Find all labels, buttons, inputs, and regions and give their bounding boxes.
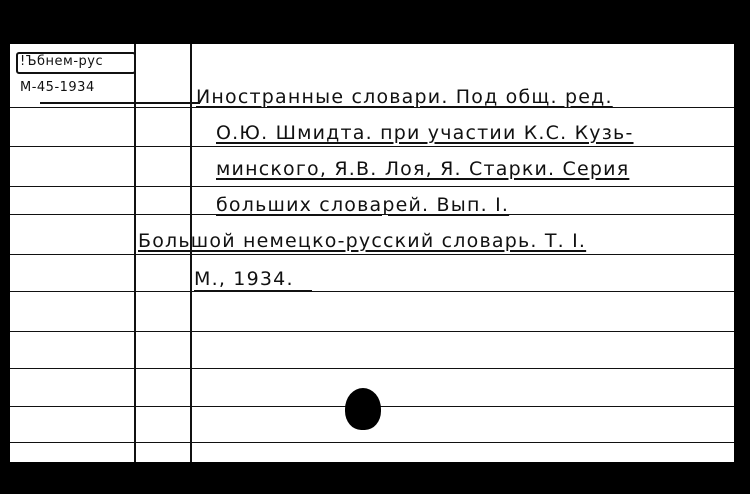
margin-line-left	[134, 44, 136, 462]
ruled-line	[10, 186, 734, 187]
ruled-line	[10, 146, 734, 147]
call-number-line1: !Ъбнем-рус	[20, 54, 104, 69]
ruled-line	[10, 291, 734, 292]
margin-line-right	[190, 44, 192, 462]
date-underline	[194, 290, 312, 292]
header-rule	[40, 102, 200, 104]
entry-line5: Большой немецко-русский словарь. Т. I.	[138, 230, 587, 252]
ruled-line	[10, 331, 734, 332]
ruled-line	[10, 254, 734, 255]
entry-line6: М., 1934.	[194, 268, 294, 290]
punch-hole	[345, 388, 381, 430]
entry-line1: Иностранные словари. Под общ. ред.	[196, 86, 613, 108]
call-number-line2: М-45-1934	[20, 80, 95, 95]
ruled-line	[10, 368, 734, 369]
ruled-line	[10, 442, 734, 443]
catalog-card	[10, 44, 734, 462]
entry-line4: больших словарей. Вып. I.	[216, 194, 510, 216]
entry-line2: О.Ю. Шмидта. при участии К.С. Кузь-	[216, 122, 634, 144]
entry-line3: минского, Я.В. Лоя, Я. Старки. Серия	[216, 158, 630, 180]
